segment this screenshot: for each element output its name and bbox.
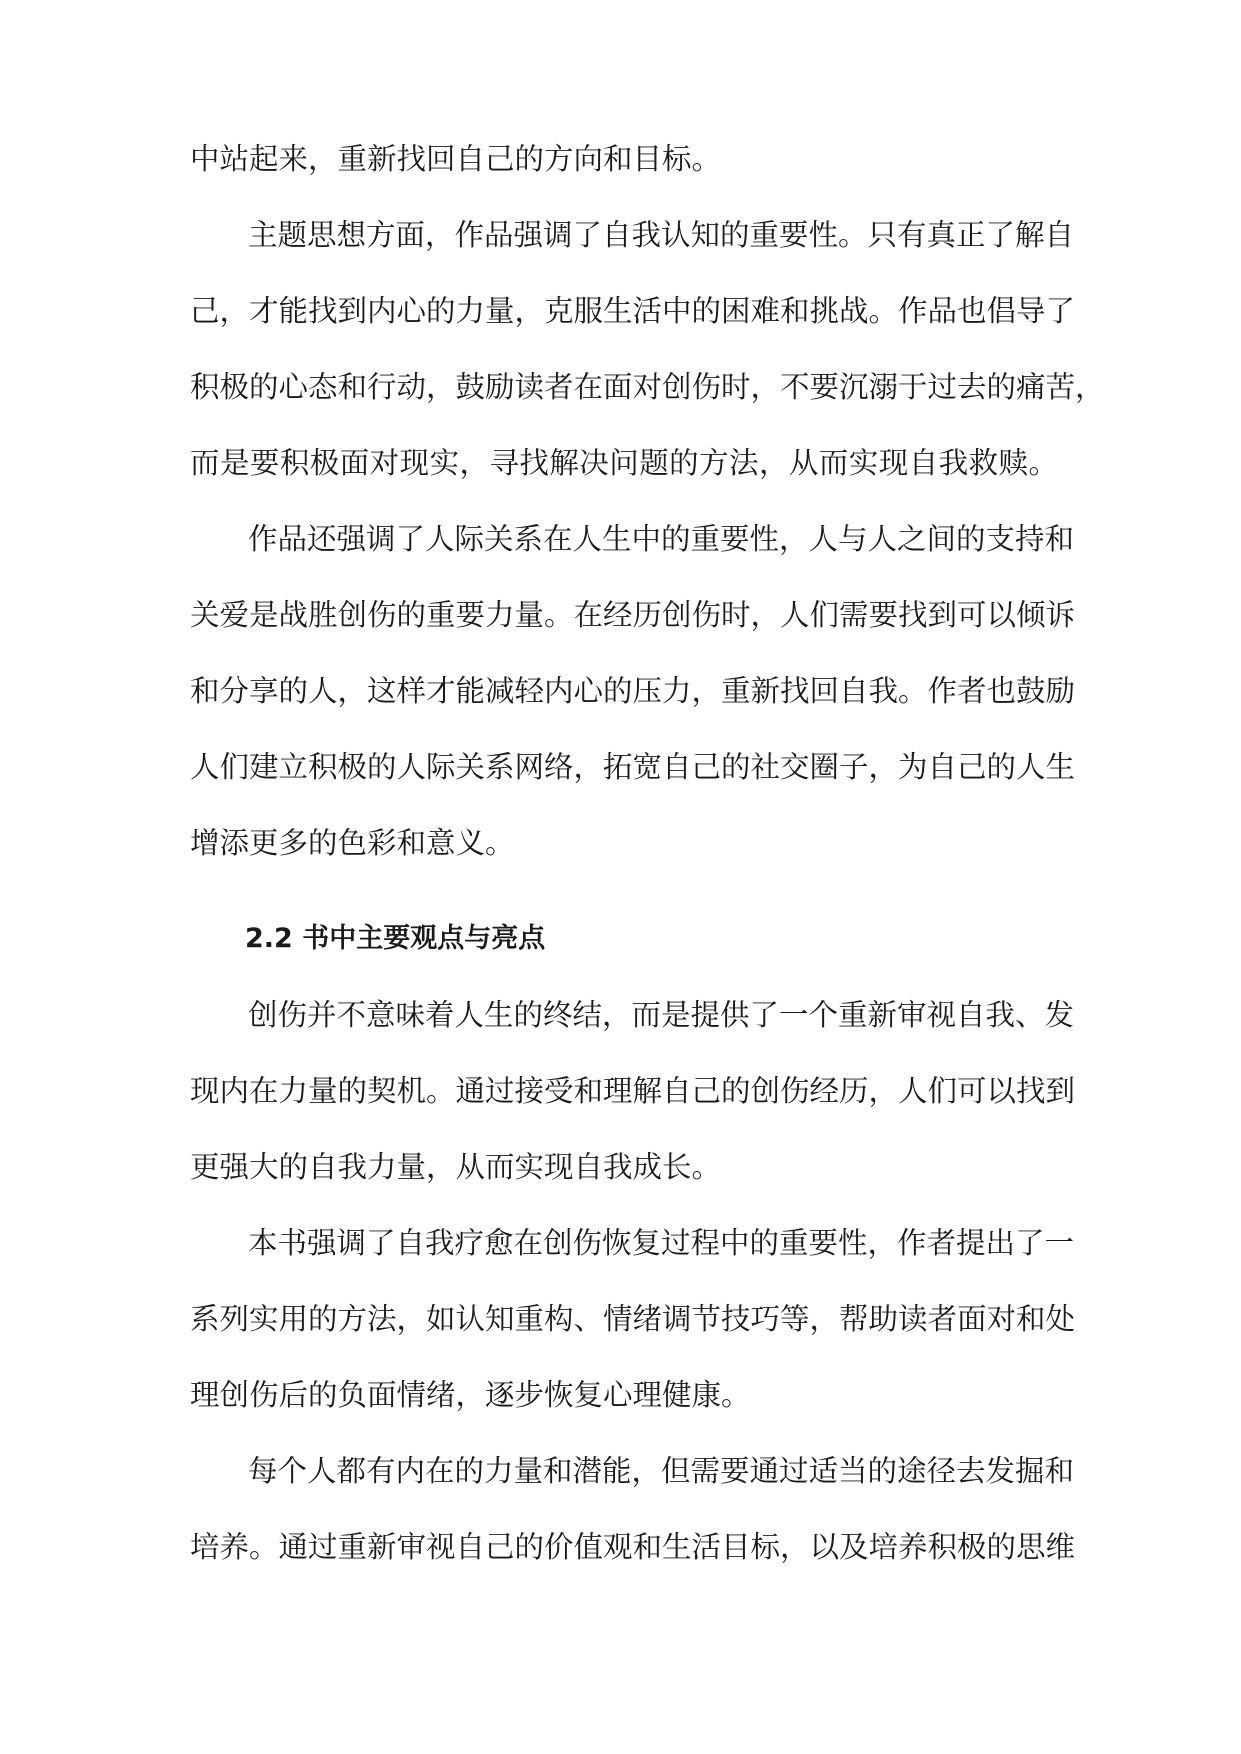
paragraph bbox=[190, 216, 1105, 482]
paragraph bbox=[190, 520, 1076, 862]
document-page bbox=[190, 140, 1105, 1604]
text-line: 关爱是战胜创伤的重要力量。在经历创伤时，人们需要找到可以倾诉 bbox=[190, 598, 1076, 632]
text-line: 主题思想方面，作品强调了自我认知的重要性。只有真正了解自 bbox=[248, 218, 1075, 252]
paragraph bbox=[190, 140, 1058, 178]
text-line: 而是要积极面对现实，寻找解决问题的方法，从而实现自我救赎。 bbox=[190, 446, 1058, 480]
text-line: 现内在力量的契机。通过接受和理解自己的创伤经历，人们可以找到 bbox=[190, 1074, 1076, 1108]
text-line: 增添更多的色彩和意义。 bbox=[190, 826, 515, 860]
text-line: 系列实用的方法，如认知重构、情绪调节技巧等，帮助读者面对和处 bbox=[190, 1302, 1076, 1336]
text-line: 创伤并不意味着人生的终结，而是提供了一个重新审视自我、发 bbox=[248, 998, 1075, 1032]
text-line: 本书强调了自我疗愈在创伤恢复过程中的重要性，作者提出了一 bbox=[248, 1226, 1075, 1260]
text-line: 每个人都有内在的力量和潜能，但需要通过适当的途径去发掘和 bbox=[248, 1454, 1075, 1488]
paragraph bbox=[190, 1452, 1076, 1566]
text-line: 理创伤后的负面情绪，逐步恢复心理健康。 bbox=[190, 1378, 751, 1412]
text-line: 中站起来，重新找回自己的方向和目标。 bbox=[190, 142, 722, 176]
paragraph bbox=[190, 1224, 1076, 1414]
text-line: 人们建立积极的人际关系网络，拓宽自己的社交圈子，为自己的人生 bbox=[190, 750, 1076, 784]
text-line: 积极的心态和行动，鼓励读者在面对创伤时，不要沉溺于过去的痛苦， bbox=[190, 370, 1105, 404]
paragraph bbox=[190, 996, 1076, 1186]
text-line: 己，才能找到内心的力量，克服生活中的困难和挑战。作品也倡导了 bbox=[190, 294, 1076, 328]
text-line: 和分享的人，这样才能减轻内心的压力，重新找回自我。作者也鼓励 bbox=[190, 674, 1076, 708]
section-heading: 2.2 书中主要观点与亮点 bbox=[245, 923, 546, 954]
spacer bbox=[190, 900, 1058, 920]
text-line: 更强大的自我力量，从而实现自我成长。 bbox=[190, 1150, 722, 1184]
text-line: 作品还强调了人际关系在人生中的重要性，人与人之间的支持和 bbox=[248, 522, 1075, 556]
text-line: 培养。通过重新审视自己的价值观和生活目标，以及培养积极的思维 bbox=[190, 1530, 1076, 1564]
